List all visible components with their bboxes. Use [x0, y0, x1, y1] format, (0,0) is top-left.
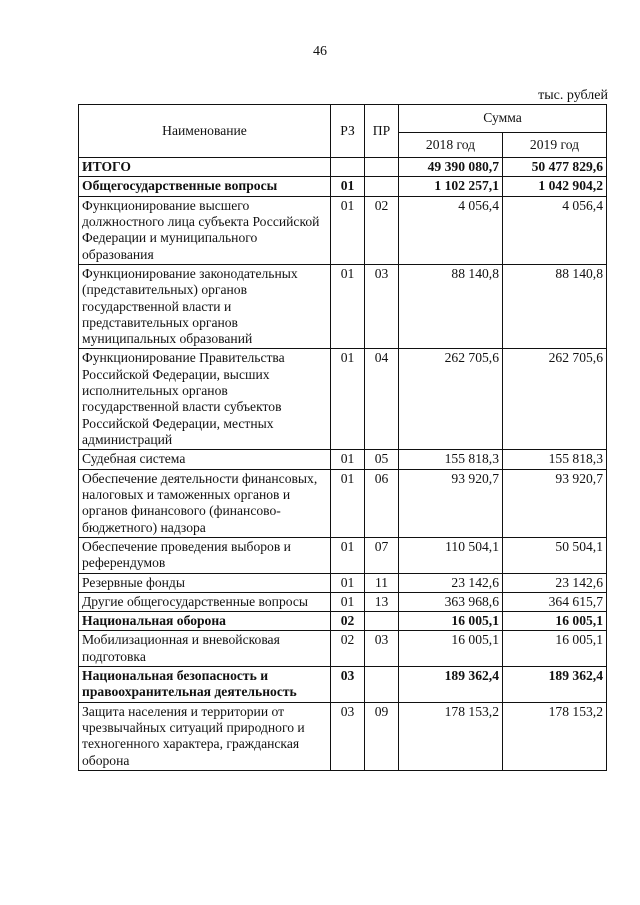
- row-pr: 09: [365, 702, 399, 770]
- row-rz: 01: [331, 573, 365, 592]
- row-value-2018: 155 818,3: [399, 450, 503, 469]
- row-rz: 02: [331, 612, 365, 631]
- row-value-2018: 16 005,1: [399, 631, 503, 667]
- row-pr: 04: [365, 349, 399, 450]
- row-name: Резервные фонды: [79, 573, 331, 592]
- table-row: [79, 667, 607, 703]
- table-body: [79, 158, 607, 771]
- row-name: Защита населения и территории от чрезвычайных ситуаций природного и техногенного характера, гражданская оборона: [79, 702, 331, 770]
- row-pr: 05: [365, 450, 399, 469]
- row-value-2018: 4 056,4: [399, 196, 503, 264]
- header-pr: ПР: [365, 105, 399, 158]
- table-row: [79, 177, 607, 196]
- row-value-2019: 50 477 829,6: [503, 158, 607, 177]
- row-rz: 01: [331, 177, 365, 196]
- row-value-2018: 110 504,1: [399, 537, 503, 573]
- row-value-2018: 49 390 080,7: [399, 158, 503, 177]
- row-value-2018: 1 102 257,1: [399, 177, 503, 196]
- row-name: Функционирование Правительства Российской Федерации, высших исполнительных органов государственной власти субъектов Российской Федерации, местных администраций: [79, 349, 331, 450]
- header-year-2019: 2019 год: [503, 133, 607, 158]
- table-row: [79, 573, 607, 592]
- row-name: Обеспечение проведения выборов и референдумов: [79, 537, 331, 573]
- row-name: Функционирование высшего должностного лица субъекта Российской Федерации и муниципального образования: [79, 196, 331, 264]
- row-value-2018: 178 153,2: [399, 702, 503, 770]
- row-pr: 03: [365, 264, 399, 349]
- row-value-2018: 363 968,6: [399, 592, 503, 611]
- row-value-2019: 16 005,1: [503, 631, 607, 667]
- table-row: [79, 612, 607, 631]
- header-sum: Сумма: [399, 105, 607, 133]
- row-value-2019: 50 504,1: [503, 537, 607, 573]
- row-name: Функционирование законодательных (представительных) органов государственной власти и представительных органов муниципальных образований: [79, 264, 331, 349]
- row-rz: 03: [331, 667, 365, 703]
- row-value-2019: 1 042 904,2: [503, 177, 607, 196]
- table-header: [79, 105, 607, 158]
- row-rz: 02: [331, 631, 365, 667]
- header-year-2018: 2018 год: [399, 133, 503, 158]
- unit-label: тыс. рублей: [538, 88, 608, 103]
- row-rz: 01: [331, 264, 365, 349]
- table-row: [79, 450, 607, 469]
- row-value-2018: 16 005,1: [399, 612, 503, 631]
- table-row: [79, 592, 607, 611]
- row-value-2019: 93 920,7: [503, 469, 607, 537]
- row-value-2018: 189 362,4: [399, 667, 503, 703]
- table-row: [79, 469, 607, 537]
- row-pr: 11: [365, 573, 399, 592]
- row-value-2019: 4 056,4: [503, 196, 607, 264]
- row-rz: 01: [331, 349, 365, 450]
- budget-table: [78, 104, 607, 771]
- row-rz: 01: [331, 196, 365, 264]
- table-row: [79, 158, 607, 177]
- row-name: Обеспечение деятельности финансовых, налоговых и таможенных органов и органов финансового (финансово-бюджетного) надзора: [79, 469, 331, 537]
- row-rz: [331, 158, 365, 177]
- row-value-2018: 262 705,6: [399, 349, 503, 450]
- row-name: Общегосударственные вопросы: [79, 177, 331, 196]
- row-pr: [365, 177, 399, 196]
- table-row: [79, 537, 607, 573]
- row-name: Национальная безопасность и правоохранительная деятельность: [79, 667, 331, 703]
- row-value-2018: 88 140,8: [399, 264, 503, 349]
- row-name: Другие общегосударственные вопросы: [79, 592, 331, 611]
- row-value-2019: 16 005,1: [503, 612, 607, 631]
- table-row: [79, 196, 607, 264]
- table-row: [79, 631, 607, 667]
- row-pr: [365, 667, 399, 703]
- row-name: ИТОГО: [79, 158, 331, 177]
- row-pr: 03: [365, 631, 399, 667]
- header-name: Наименование: [79, 105, 331, 158]
- row-value-2019: 178 153,2: [503, 702, 607, 770]
- row-value-2018: 93 920,7: [399, 469, 503, 537]
- row-pr: 07: [365, 537, 399, 573]
- row-value-2018: 23 142,6: [399, 573, 503, 592]
- row-name: Судебная система: [79, 450, 331, 469]
- table-row: [79, 349, 607, 450]
- row-value-2019: 88 140,8: [503, 264, 607, 349]
- row-pr: [365, 612, 399, 631]
- table-row: [79, 264, 607, 349]
- page-number: 46: [313, 44, 327, 59]
- row-rz: 03: [331, 702, 365, 770]
- row-pr: [365, 158, 399, 177]
- row-value-2019: 262 705,6: [503, 349, 607, 450]
- row-pr: 06: [365, 469, 399, 537]
- row-value-2019: 23 142,6: [503, 573, 607, 592]
- header-rz: РЗ: [331, 105, 365, 158]
- row-pr: 02: [365, 196, 399, 264]
- row-pr: 13: [365, 592, 399, 611]
- table-row: [79, 702, 607, 770]
- row-rz: 01: [331, 537, 365, 573]
- row-value-2019: 189 362,4: [503, 667, 607, 703]
- row-name: Национальная оборона: [79, 612, 331, 631]
- row-value-2019: 364 615,7: [503, 592, 607, 611]
- row-name: Мобилизационная и вневойсковая подготовка: [79, 631, 331, 667]
- row-rz: 01: [331, 469, 365, 537]
- row-value-2019: 155 818,3: [503, 450, 607, 469]
- row-rz: 01: [331, 592, 365, 611]
- row-rz: 01: [331, 450, 365, 469]
